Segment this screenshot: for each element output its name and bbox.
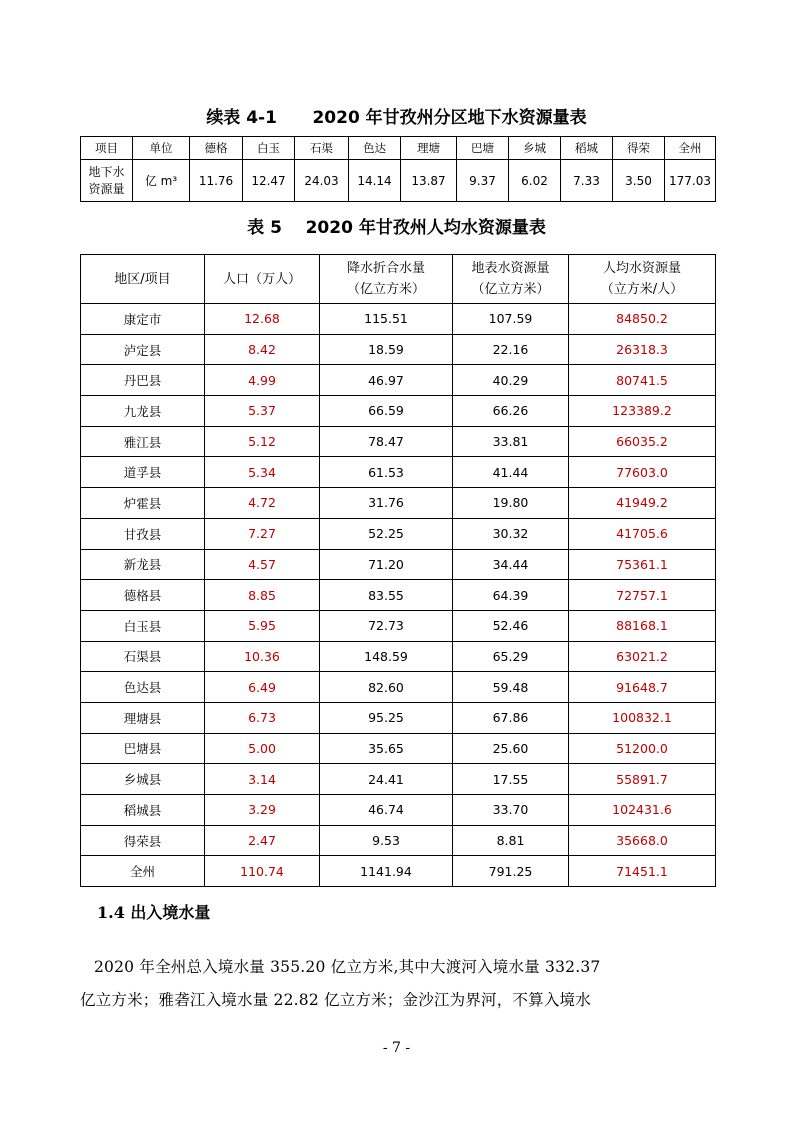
- value-cell: 77603.0: [569, 457, 716, 488]
- region-cell: 色达县: [81, 672, 205, 703]
- groundwater-header-cell: 德格: [190, 137, 243, 160]
- value-cell: 5.12: [205, 426, 320, 457]
- region-cell: 乡城县: [81, 764, 205, 795]
- groundwater-header-cell: 巴塘: [457, 137, 509, 160]
- groundwater-value-cell: 11.76: [190, 160, 243, 202]
- per-capita-water-table: [80, 254, 716, 887]
- groundwater-value-cell: 14.14: [349, 160, 401, 202]
- groundwater-value-cell: 24.03: [295, 160, 349, 202]
- groundwater-table: [80, 136, 716, 202]
- table-row: [81, 764, 716, 795]
- value-cell: 41.44: [453, 457, 569, 488]
- paragraph-line-2: 亿立方米；雅砻江入境水量 22.82 亿立方米；金沙江为界河，不算入境水: [80, 991, 591, 1009]
- groundwater-header-cell: 色达: [349, 137, 401, 160]
- region-cell: 甘孜县: [81, 518, 205, 549]
- value-cell: 55891.7: [569, 764, 716, 795]
- value-cell: 8.85: [205, 580, 320, 611]
- value-cell: 61.53: [320, 457, 453, 488]
- value-cell: 80741.5: [569, 365, 716, 396]
- region-cell: 石渠县: [81, 641, 205, 672]
- value-cell: 30.32: [453, 518, 569, 549]
- groundwater-header-cell: 全州: [665, 137, 716, 160]
- value-cell: 8.42: [205, 334, 320, 365]
- value-cell: 34.44: [453, 549, 569, 580]
- value-cell: 110.74: [205, 856, 320, 887]
- value-cell: 41705.6: [569, 518, 716, 549]
- groundwater-header-cell: 得荣: [613, 137, 665, 160]
- value-cell: 33.70: [453, 795, 569, 826]
- value-cell: 100832.1: [569, 702, 716, 733]
- per-capita-header-row: [81, 255, 716, 304]
- value-cell: 1141.94: [320, 856, 453, 887]
- value-cell: 26318.3: [569, 334, 716, 365]
- table-row: [81, 304, 716, 335]
- table-row: [81, 549, 716, 580]
- header-line: 人口（万人）: [222, 271, 301, 287]
- value-cell: 88168.1: [569, 610, 716, 641]
- region-cell: 全州: [81, 856, 205, 887]
- value-cell: 4.99: [205, 365, 320, 396]
- table-row: [81, 856, 716, 887]
- value-cell: 4.72: [205, 488, 320, 519]
- value-cell: 63021.2: [569, 641, 716, 672]
- value-cell: 2.47: [205, 825, 320, 856]
- region-cell: 白玉县: [81, 610, 205, 641]
- value-cell: 51200.0: [569, 733, 716, 764]
- per-capita-header-cell: [569, 255, 716, 304]
- table-row: [81, 672, 716, 703]
- region-cell: 理塘县: [81, 702, 205, 733]
- value-cell: 67.86: [453, 702, 569, 733]
- row-label-line1: 地下水: [88, 164, 125, 179]
- value-cell: 17.55: [453, 764, 569, 795]
- table-row: [81, 702, 716, 733]
- groundwater-value-cell: 6.02: [509, 160, 561, 202]
- table-row: [81, 396, 716, 427]
- value-cell: 10.36: [205, 641, 320, 672]
- value-cell: 35668.0: [569, 825, 716, 856]
- value-cell: 4.57: [205, 549, 320, 580]
- value-cell: 123389.2: [569, 396, 716, 427]
- table-row: [81, 488, 716, 519]
- groundwater-value-cell: 9.37: [457, 160, 509, 202]
- value-cell: 148.59: [320, 641, 453, 672]
- table-row: [81, 641, 716, 672]
- value-cell: 91648.7: [569, 672, 716, 703]
- value-cell: 66.59: [320, 396, 453, 427]
- header-line: 地区/项目: [114, 271, 171, 287]
- value-cell: 12.68: [205, 304, 320, 335]
- unit-cell: 亿 m³: [133, 160, 190, 202]
- table-row: [81, 518, 716, 549]
- value-cell: 83.55: [320, 580, 453, 611]
- value-cell: 41949.2: [569, 488, 716, 519]
- table-row: [81, 426, 716, 457]
- region-cell: 稻城县: [81, 795, 205, 826]
- groundwater-header-cell: 白玉: [243, 137, 295, 160]
- header-line: 降水折合水量: [346, 261, 425, 276]
- groundwater-header-cell: 石渠: [295, 137, 349, 160]
- value-cell: 3.14: [205, 764, 320, 795]
- groundwater-header-row: [81, 137, 716, 160]
- paragraph-line-1: 2020 年全州总入境水量 355.20 亿立方米,其中大渡河入境水量 332.37: [94, 958, 601, 976]
- value-cell: 59.48: [453, 672, 569, 703]
- value-cell: 40.29: [453, 365, 569, 396]
- region-cell: 新龙县: [81, 549, 205, 580]
- header-line: 人均水资源量: [602, 261, 681, 276]
- value-cell: 5.37: [205, 396, 320, 427]
- row-label-line2: 资源量: [88, 181, 125, 196]
- value-cell: 791.25: [453, 856, 569, 887]
- value-cell: 33.81: [453, 426, 569, 457]
- region-cell: 得荣县: [81, 825, 205, 856]
- value-cell: 52.25: [320, 518, 453, 549]
- page-number: - 7 -: [382, 1040, 411, 1056]
- region-cell: 德格县: [81, 580, 205, 611]
- value-cell: 64.39: [453, 580, 569, 611]
- groundwater-value-row: [81, 160, 716, 202]
- value-cell: 72757.1: [569, 580, 716, 611]
- value-cell: 72.73: [320, 610, 453, 641]
- per-capita-header-cell: [453, 255, 569, 304]
- value-cell: 7.27: [205, 518, 320, 549]
- section-heading: 1.4 出入境水量: [97, 903, 211, 922]
- value-cell: 65.29: [453, 641, 569, 672]
- value-cell: 31.76: [320, 488, 453, 519]
- per-capita-header-cell: [205, 255, 320, 304]
- groundwater-header-cell: 项目: [81, 137, 133, 160]
- table-row: [81, 365, 716, 396]
- per-capita-header-cell: [81, 255, 205, 304]
- header-line: 地表水资源量: [471, 261, 550, 276]
- value-cell: 25.60: [453, 733, 569, 764]
- table41-title: 续表 4-1 2020 年甘孜州分区地下水资源量表: [206, 108, 587, 128]
- value-cell: 24.41: [320, 764, 453, 795]
- groundwater-header-cell: 乡城: [509, 137, 561, 160]
- groundwater-value-cell: 177.03: [665, 160, 716, 202]
- table5-title: 表 5 2020 年甘孜州人均水资源量表: [247, 218, 546, 238]
- value-cell: 102431.6: [569, 795, 716, 826]
- value-cell: 84850.2: [569, 304, 716, 335]
- groundwater-header-cell: 理塘: [401, 137, 457, 160]
- region-cell: 九龙县: [81, 396, 205, 427]
- header-line: （立方米/人）: [600, 282, 684, 297]
- header-line: （亿立方米）: [346, 282, 425, 297]
- region-cell: 泸定县: [81, 334, 205, 365]
- value-cell: 66035.2: [569, 426, 716, 457]
- value-cell: 18.59: [320, 334, 453, 365]
- value-cell: 46.74: [320, 795, 453, 826]
- value-cell: 22.16: [453, 334, 569, 365]
- table-row: [81, 610, 716, 641]
- groundwater-header-cell: 稻城: [561, 137, 613, 160]
- region-cell: 炉霍县: [81, 488, 205, 519]
- value-cell: 78.47: [320, 426, 453, 457]
- table-row: [81, 334, 716, 365]
- value-cell: 6.49: [205, 672, 320, 703]
- value-cell: 66.26: [453, 396, 569, 427]
- value-cell: 35.65: [320, 733, 453, 764]
- value-cell: 52.46: [453, 610, 569, 641]
- value-cell: 3.29: [205, 795, 320, 826]
- value-cell: 95.25: [320, 702, 453, 733]
- region-cell: 雅江县: [81, 426, 205, 457]
- region-cell: 丹巴县: [81, 365, 205, 396]
- row-label-cell: [81, 160, 133, 202]
- region-cell: 巴塘县: [81, 733, 205, 764]
- table-row: [81, 825, 716, 856]
- value-cell: 71.20: [320, 549, 453, 580]
- table-row: [81, 795, 716, 826]
- per-capita-header-cell: [320, 255, 453, 304]
- value-cell: 71451.1: [569, 856, 716, 887]
- groundwater-value-cell: 12.47: [243, 160, 295, 202]
- value-cell: 19.80: [453, 488, 569, 519]
- value-cell: 9.53: [320, 825, 453, 856]
- value-cell: 75361.1: [569, 549, 716, 580]
- value-cell: 5.95: [205, 610, 320, 641]
- table-row: [81, 457, 716, 488]
- value-cell: 82.60: [320, 672, 453, 703]
- value-cell: 107.59: [453, 304, 569, 335]
- region-cell: 康定市: [81, 304, 205, 335]
- header-line: （亿立方米）: [471, 282, 550, 297]
- groundwater-value-cell: 7.33: [561, 160, 613, 202]
- table-row: [81, 580, 716, 611]
- groundwater-value-cell: 3.50: [613, 160, 665, 202]
- groundwater-header-cell: 单位: [133, 137, 190, 160]
- value-cell: 46.97: [320, 365, 453, 396]
- region-cell: 道孚县: [81, 457, 205, 488]
- value-cell: 8.81: [453, 825, 569, 856]
- value-cell: 5.34: [205, 457, 320, 488]
- value-cell: 115.51: [320, 304, 453, 335]
- value-cell: 5.00: [205, 733, 320, 764]
- groundwater-value-cell: 13.87: [401, 160, 457, 202]
- value-cell: 6.73: [205, 702, 320, 733]
- table-row: [81, 733, 716, 764]
